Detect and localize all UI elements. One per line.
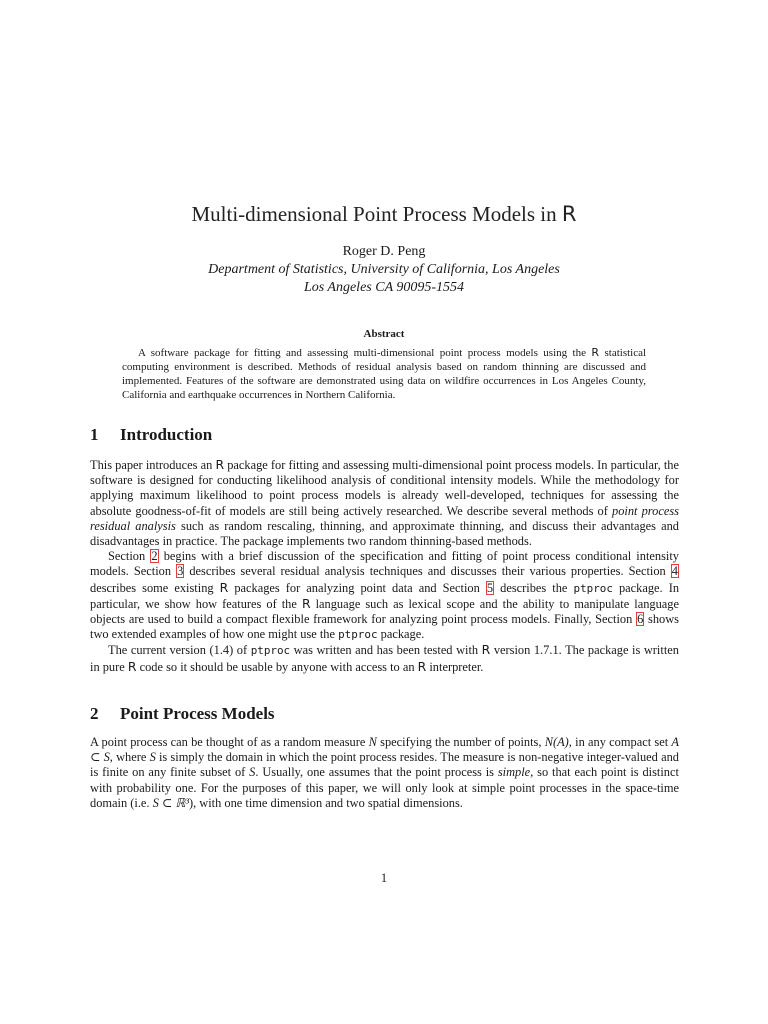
title-text: Multi-dimensional Point Process Models in [191, 202, 557, 226]
section-title: Point Process Models [120, 704, 275, 723]
intro-paragraph-3: The current version (1.4) of ptproc was written and has been tested with R version 1.7.1. The package is written in pure R code so it should be usable by anyone with access to an R interpreter. [90, 642, 679, 674]
section-ref-link[interactable]: 2 [151, 549, 158, 564]
abstract-body: A software package for fitting and assessing multi-dimensional point process models using the R statistical computing environment is described. Methods of residual analysis based on random thinning are discussed and implemented. Features of the software are demonstrated using data on wildfire occurrences in Los Angeles County, California and earthquake occurrences in Northern California. [122, 346, 647, 401]
section-ref-link[interactable]: 3 [177, 564, 184, 579]
section-heading-point-process-models [90, 703, 275, 725]
paper-title [0, 200, 768, 228]
page-number: 1 [380, 871, 388, 885]
author-name: Roger D. Peng [342, 244, 426, 259]
abstract-heading: Abstract [363, 328, 405, 340]
affiliation-line-1: Department of Statistics, University of California, Los Angeles [208, 262, 560, 277]
section-heading-introduction [90, 424, 212, 446]
section-number: 1 [90, 425, 99, 444]
intro-paragraph-2: Section 2 begins with a brief discussion of the specification and fitting of point process conditional intensity models. Section 3 describes several residual analysis techniques and discusses their various properties. Section 4 describes some existing R packages for analyzing point data and Section 5 describes the ptproc package. In particular, we show how features of the R language such as lexical scope and the ability to manipulate language objects are used to build a compact flexible framework for analyzing point process models. Finally, Section 6 shows two extended examples of how one might use the ptproc package. [90, 549, 680, 642]
section-ref-link[interactable]: 4 [671, 564, 678, 579]
author-block [0, 243, 768, 297]
section-ref-link[interactable]: 5 [486, 580, 494, 595]
affiliation-line-2: Los Angeles CA 90095-1554 [303, 280, 465, 295]
section-ref-link[interactable]: 6 [637, 612, 644, 627]
intro-paragraph-1: This paper introduces an R package for fitting and assessing multi-dimensional point process models. In particular, the software is designed for conducting likelihood analysis of conditional intensity models. While the methodology for applying maximum likelihood to point process models is already well-developed, techniques for assessing the absolute goodness-of-fit of models are still being actively researched. We describe several methods of point process residual analysis such as random rescaling, thinning, and approximate thinning, and discuss their advantages and disadvantages in practice. The package implements two random thinning-based methods. [90, 457, 680, 549]
point-process-models-body [90, 735, 679, 811]
section-title: Introduction [120, 425, 213, 444]
section-number: 2 [90, 704, 99, 723]
title-r-logo: R [561, 202, 577, 226]
models-paragraph-1: A point process can be thought of as a random measure N specifying the number of points, N(A), in any compact set A ⊂ S, where S is simply the domain in which the point process resides. The measure is non-negative integer-valued and is finite on any finite subset of S. Usually, one assumes that the point process is simple, so that each point is distinct with probability one. For the purposes of this paper, we will only look at simple point processes in the space-time domain (i.e. S ⊂ ℝ³), with one time dimension and two spatial dimensions. [90, 735, 679, 810]
introduction-body [90, 457, 679, 675]
